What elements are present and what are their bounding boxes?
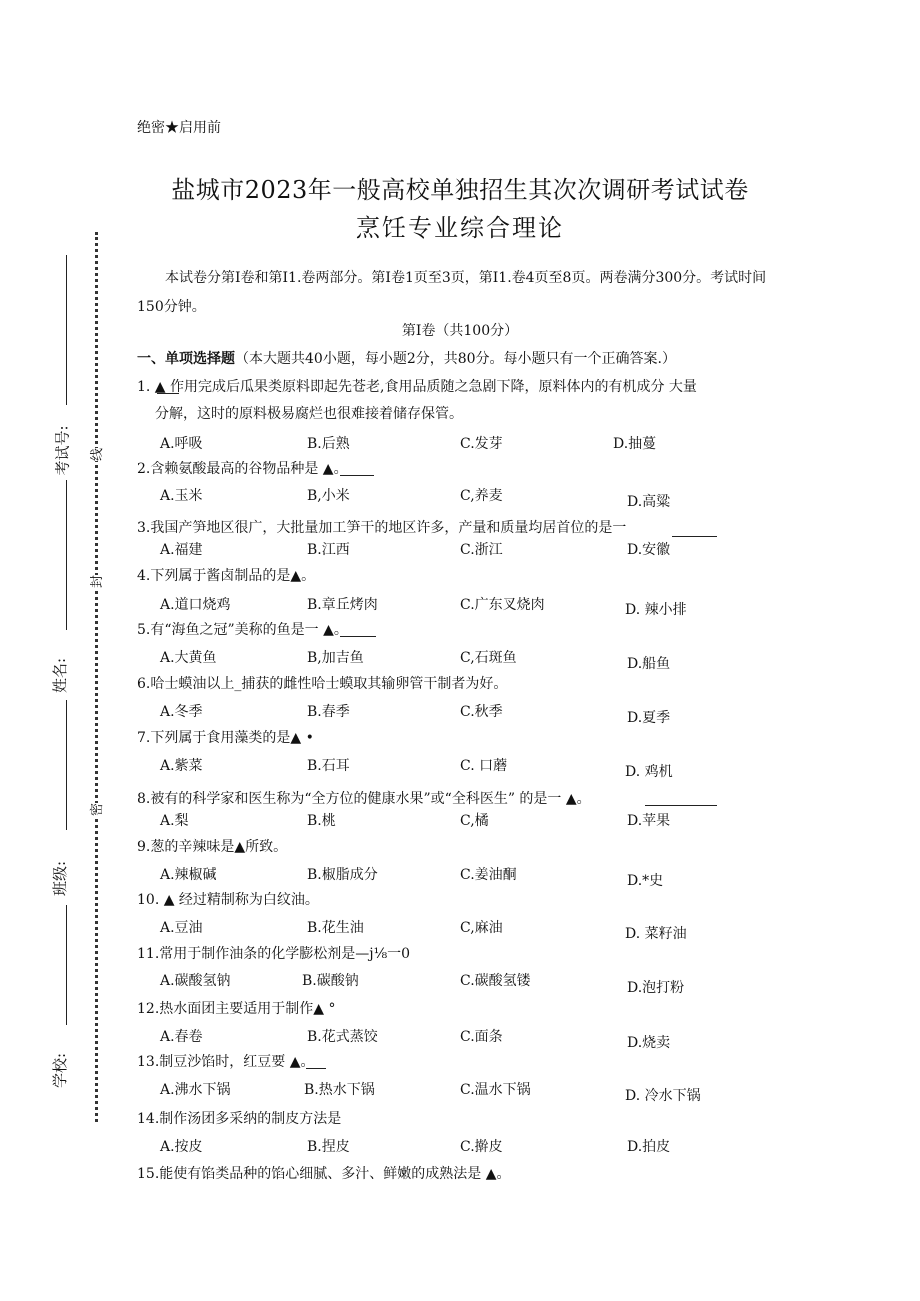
q10-option-b: B.花生油 (307, 920, 364, 936)
question-6-stem: 6.哈士蟆油以上_捕获的雌性哈士蟆取其输卵管干制者为好。 (137, 676, 508, 692)
q14-option-c: C.擀皮 (460, 1139, 503, 1155)
q13-option-a: A.沸水下锅 (160, 1082, 231, 1098)
q11-option-b: B.碳酸钠 (302, 973, 359, 989)
section-label: 一、单项选择题 (137, 351, 235, 367)
exam-no-label: 考试号: (53, 425, 72, 476)
q2-option-d: D.高粱 (627, 494, 671, 510)
class-label: 班级: (51, 860, 70, 897)
q2-option-c: C,养麦 (460, 488, 503, 504)
q6-option-d: D.夏季 (627, 710, 671, 726)
q14-option-d: D.拍皮 (627, 1139, 671, 1155)
question-15-stem: 15.能使有馅类品种的馅心细腻、多汁、鲜嫩的成熟法是 ▲。 (137, 1166, 511, 1182)
question-12-stem: 12.热水面团主要适用于制作▲ ° (137, 1001, 336, 1017)
question-1-stem-cont: 分解，这时的原料极易腐烂也很难接着储存保管。 (155, 406, 463, 422)
q13-option-c: C.温水下锅 (460, 1082, 531, 1098)
q12-option-c: C.面条 (460, 1029, 503, 1045)
q7-option-b: B.石耳 (307, 758, 350, 774)
q3-option-a: A.福建 (160, 542, 203, 558)
q11-option-c: C.碳酸氢镂 (460, 973, 531, 989)
q2-option-b: B,小米 (307, 488, 350, 504)
question-5-stem: 5.有“海鱼之冠”美称的鱼是一 ▲。 (137, 622, 348, 638)
q13-option-b: B.热水下锅 (304, 1082, 375, 1098)
q4-option-b: B.章丘烤肉 (307, 597, 378, 613)
seal-mark-feng: 封 (86, 575, 105, 588)
exam-intro: 本试卷分第I卷和第I1.卷两部分。第I卷1页至3页，第I1.卷4页至8页。两卷满分300分。考试时间150分钟。 (137, 270, 767, 315)
q4-option-a: A.道口烧鸡 (160, 597, 231, 613)
school-blank-line (66, 905, 67, 1025)
question-7-stem: 7.下列属于食用藻类的是▲ • (137, 730, 314, 746)
q12-option-b: B.花式蒸饺 (307, 1029, 378, 1045)
q3-option-b: B.江西 (307, 542, 350, 558)
q10-option-d: D. 菜籽油 (625, 926, 687, 942)
q4-option-d: D. 辣小排 (625, 602, 687, 618)
question-3-stem: 3.我国产笋地区很广，大批量加工笋干的地区许多，产量和质量均居首位的是一 (137, 520, 627, 536)
q4-option-c: C.广东叉烧肉 (460, 597, 545, 613)
question-13-stem: 13.制豆沙馅时，红豆要 ▲。 (137, 1054, 315, 1070)
q1-option-d: D.抽蔓 (613, 436, 657, 452)
question-11-stem: 11.常用于制作油条的化学膨松剂是—j⅛一0 (137, 946, 411, 962)
q11-option-a: A.碳酸氢钠 (160, 973, 231, 989)
exam-subtitle: 烹饪专业综合理论 (356, 214, 564, 242)
q6-option-a: A.冬季 (160, 704, 203, 720)
binding-dotted-line (95, 232, 98, 1122)
part-title: 第I卷（共100分） (401, 323, 519, 339)
q7-option-d: D. 鸡机 (625, 764, 673, 780)
q14-option-b: B.捏皮 (307, 1139, 350, 1155)
name-label: 姓名: (51, 657, 70, 694)
q1-option-c: C.发芽 (460, 436, 503, 452)
answer-blank (645, 805, 717, 806)
answer-blank (340, 475, 374, 476)
answer-blank (340, 636, 376, 637)
q6-option-c: C.秋季 (460, 704, 503, 720)
q9-option-c: C.姜油酮 (460, 867, 517, 883)
q9-option-a: A.辣椒碱 (160, 867, 217, 883)
q10-option-a: A.豆油 (160, 920, 203, 936)
question-2-stem: 2.含赖氨酸最高的谷物品种是 ▲。 (137, 461, 348, 477)
q8-option-c: C,橘 (460, 813, 489, 829)
q13-option-d: D. 冷水下锅 (625, 1088, 701, 1104)
q8-option-d: D.苹果 (627, 813, 671, 829)
q7-option-c: C. 口蘑 (460, 758, 508, 774)
q3-option-d: D.安徽 (627, 542, 671, 558)
school-label: 学校: (51, 1052, 70, 1089)
q11-option-d: D.泡打粉 (627, 980, 685, 996)
exam-no-line (66, 255, 67, 405)
section-instructions: （本大题共40小题，每小题2分，共80分。每小题只有一个正确答案.） (235, 351, 676, 367)
class-blank-line (66, 700, 67, 830)
question-10-stem: 10. ▲ 经过精制称为白纹油。 (137, 892, 319, 908)
seal-mark-mi: 密 (86, 803, 105, 816)
q10-option-c: C,麻油 (460, 920, 503, 936)
q1-option-b: B.后熟 (307, 436, 350, 452)
question-8-stem: 8.被有的科学家和医生称为“全方位的健康水果”或“全科医生” 的是一 ▲。 (137, 791, 591, 807)
question-4-stem: 4.下列属于酱卤制品的是▲。 (137, 568, 316, 584)
q5-option-b: B,加吉鱼 (307, 650, 364, 666)
q9-option-d: D.*史 (627, 873, 664, 889)
q14-option-a: A.按皮 (160, 1139, 203, 1155)
secret-mark: 绝密★启用前 (137, 120, 221, 136)
answer-blank (306, 1068, 326, 1069)
q7-option-a: A.紫菜 (160, 758, 203, 774)
q5-option-c: C,石斑鱼 (460, 650, 517, 666)
question-14-stem: 14.制作汤团多采纳的制皮方法是 (137, 1111, 342, 1127)
q3-option-c: C.浙江 (460, 542, 503, 558)
q8-option-b: B.桃 (307, 813, 336, 829)
q5-option-a: A.大黄鱼 (160, 650, 217, 666)
q6-option-b: B.春季 (307, 704, 350, 720)
question-1-stem: 1. ▲ 作用完成后瓜果类原料即起先苍老,食用品质随之急剧下降，原料体内的有机成分 大量 (137, 379, 697, 395)
q12-option-a: A.春卷 (160, 1029, 203, 1045)
exam-title: 盐城市2023年一般高校单独招生其次次调研考试试卷 (171, 176, 749, 204)
name-blank-line (66, 480, 67, 630)
answer-blank (672, 536, 717, 537)
question-9-stem: 9.葱的辛辣味是▲所致。 (137, 839, 288, 855)
q5-option-d: D.船鱼 (627, 656, 671, 672)
q2-option-a: A.玉米 (160, 488, 203, 504)
q9-option-b: B.椒脂成分 (307, 867, 378, 883)
q12-option-d: D.烧卖 (627, 1035, 671, 1051)
answer-blank (157, 393, 179, 394)
section-heading (137, 348, 676, 368)
q1-option-a: A.呼吸 (160, 436, 203, 452)
q8-option-a: A.梨 (160, 813, 189, 829)
seal-mark-xian: 线 (86, 448, 105, 461)
